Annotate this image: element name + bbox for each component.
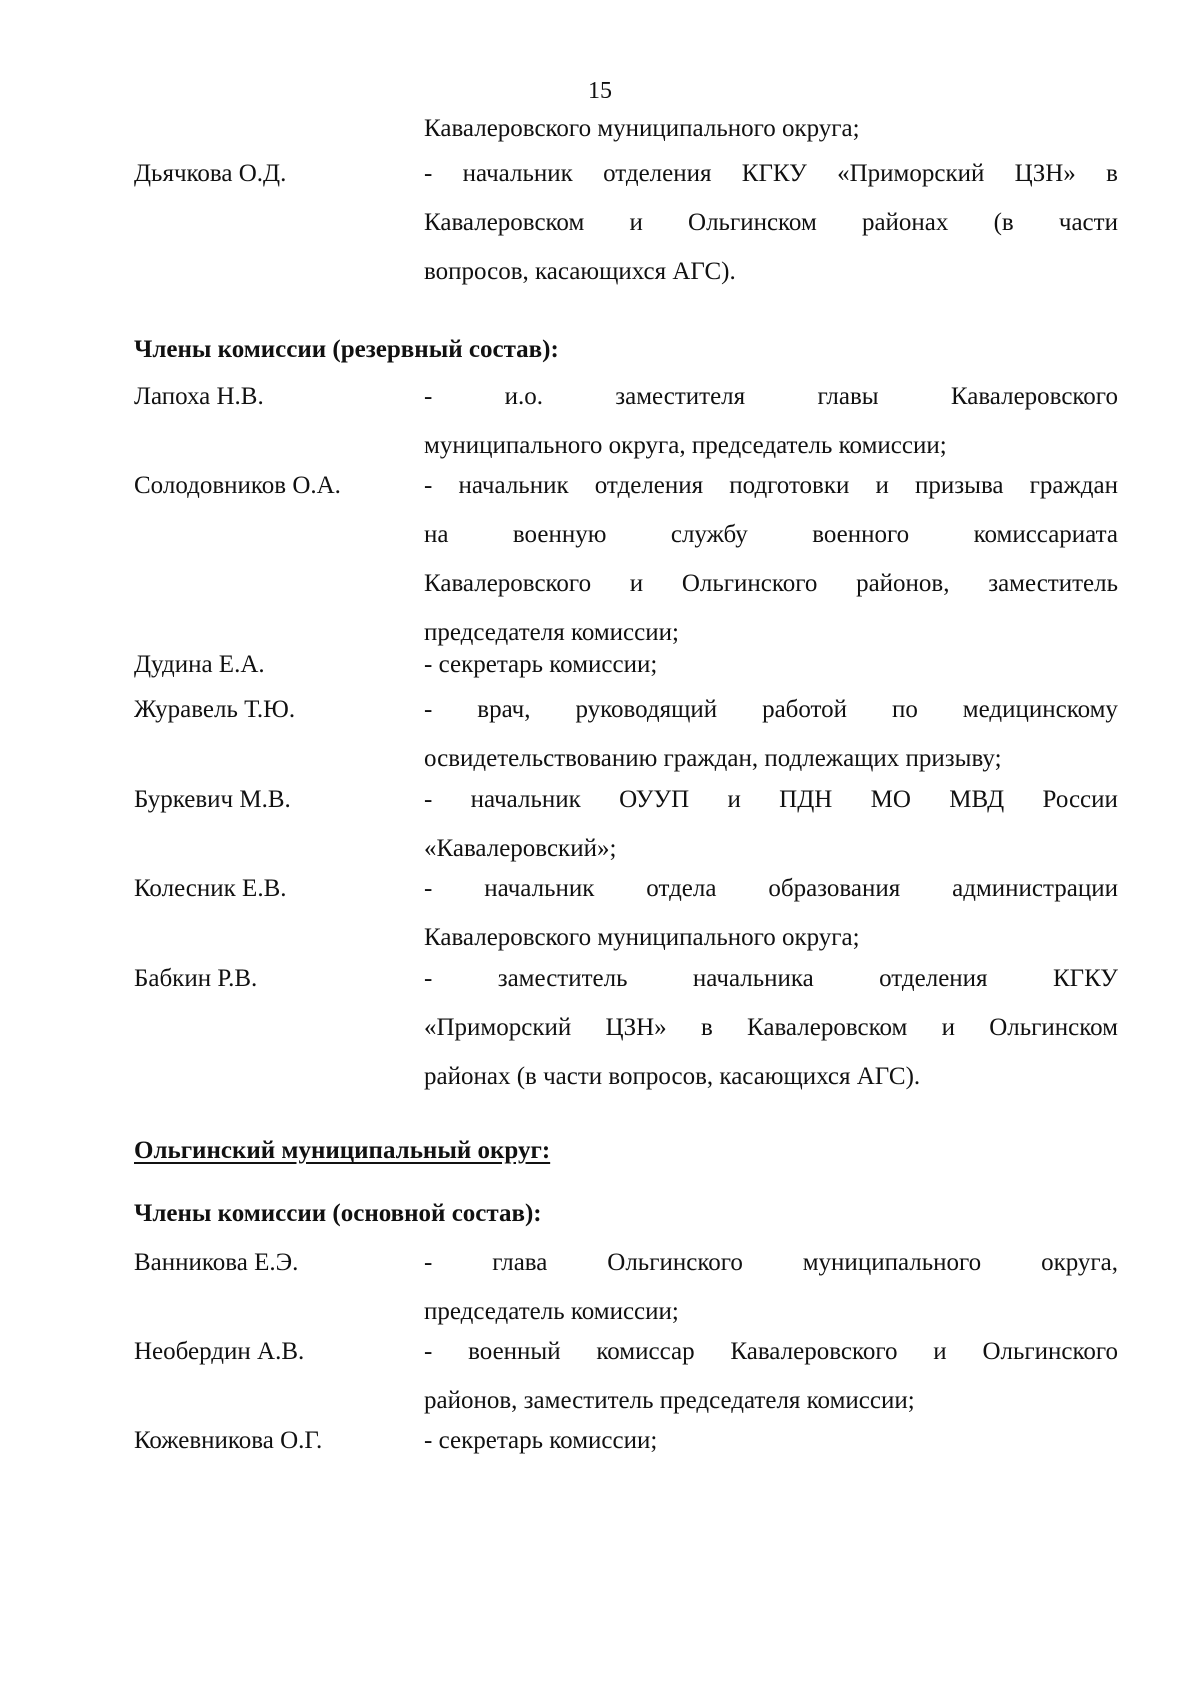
word: отделения [594, 472, 704, 499]
word: Ольгинского [607, 1249, 743, 1276]
member-name: Ванникова Е.Э. [134, 1249, 299, 1276]
member-name: Буркевич М.В. [134, 786, 291, 813]
member-name: Колесник Е.В. [134, 875, 287, 902]
entry-description [424, 640, 1118, 689]
word: округа, [1041, 1249, 1118, 1276]
word: части [1058, 209, 1118, 236]
word: и [875, 472, 889, 499]
word: заместитель [988, 570, 1118, 597]
word: в [700, 1014, 713, 1041]
word: комиссариата [973, 521, 1118, 548]
word: КГКУ [741, 160, 807, 187]
description-line [424, 1327, 1118, 1376]
member-name: Дудина Е.А. [134, 651, 265, 678]
word: отделения [603, 160, 712, 187]
word: призыва [915, 472, 1004, 499]
word: Кавалеровском [747, 1014, 908, 1041]
word: - [424, 786, 433, 813]
word: Ольгинском [688, 209, 817, 236]
entry-description [424, 1327, 1118, 1425]
word: - [424, 696, 433, 723]
description-line: «Кавалеровский»; [424, 835, 617, 862]
member-name: Бабкин Р.В. [134, 965, 258, 992]
word: Кавалеровском [424, 209, 585, 236]
description-line [424, 149, 1118, 198]
word: начальник [458, 472, 569, 499]
word: Ольгинского [681, 570, 818, 597]
word: отделения [879, 965, 988, 992]
entry-description [424, 461, 1118, 657]
word: отдела [646, 875, 717, 902]
word: Ольгинском [989, 1014, 1118, 1041]
word: КГКУ [1052, 965, 1118, 992]
word: врач, [477, 696, 531, 723]
member-name: Лапоха Н.В. [134, 383, 264, 410]
section-heading-main: Члены комиссии (основной состав): [134, 1200, 542, 1227]
member-name: Дьячкова О.Д. [134, 160, 287, 187]
description-line [424, 864, 1118, 913]
description-line: председателя комиссии; [424, 619, 679, 646]
word: «Приморский [837, 160, 985, 187]
description-line: вопросов, касающихся АГС). [424, 258, 736, 285]
word: районах [861, 209, 949, 236]
description-line [424, 1238, 1118, 1287]
word: подготовки [729, 472, 850, 499]
word: комиссар [596, 1338, 695, 1365]
description-line: районов, заместитель председателя комиссии; [424, 1387, 915, 1414]
description-line [424, 685, 1118, 734]
member-name: Кожевникова О.Г. [134, 1427, 323, 1454]
word: заместителя [615, 383, 746, 410]
member-name: Журавель Т.Ю. [134, 696, 296, 723]
district-heading: Ольгинский муниципальный округ: [134, 1137, 551, 1164]
word: ЦЗН» [1014, 160, 1076, 187]
description-line: освидетельствованию граждан, подлежащих призыву; [424, 745, 1002, 772]
word: - [424, 383, 433, 410]
word: начальника [692, 965, 814, 992]
word: военный [468, 1338, 561, 1365]
entry-description [424, 954, 1118, 1101]
page-number: 15 [588, 78, 612, 104]
description-line [424, 372, 1118, 421]
word: «Приморский [424, 1014, 572, 1041]
word: в [1106, 160, 1118, 187]
word: - [424, 1338, 433, 1365]
word: - [424, 965, 433, 992]
word: службу [670, 521, 748, 548]
word: начальник [470, 786, 581, 813]
word: по [891, 696, 918, 723]
word: начальник [462, 160, 573, 187]
word: ОУУП [619, 786, 690, 813]
word: и [629, 570, 644, 597]
description-line: председатель комиссии; [424, 1298, 679, 1325]
member-name: Необердин А.В. [134, 1338, 305, 1365]
word: администрации [952, 875, 1118, 902]
word: начальник [484, 875, 595, 902]
word: и [933, 1338, 947, 1365]
word: заместитель [497, 965, 628, 992]
entry-description [424, 775, 1118, 873]
word: главы [817, 383, 879, 410]
word: медицинскому [962, 696, 1118, 723]
word: граждан [1029, 472, 1118, 499]
word: Кавалеровского [950, 383, 1118, 410]
member-name: Солодовников О.А. [134, 472, 341, 499]
word: работой [762, 696, 848, 723]
description-line: - секретарь комиссии; [424, 651, 658, 678]
entry-description [424, 104, 1118, 153]
description-line [424, 559, 1118, 608]
word: глава [492, 1249, 548, 1276]
description-line [424, 461, 1118, 510]
description-line: - секретарь комиссии; [424, 1427, 658, 1454]
word: Ольгинского [982, 1338, 1118, 1365]
description-line: Кавалеровского муниципального округа; [424, 115, 860, 142]
word: ЦЗН» [605, 1014, 667, 1041]
description-line: муниципального округа, председатель комиссии; [424, 432, 947, 459]
word: на [424, 521, 449, 548]
word: и [941, 1014, 955, 1041]
description-line [424, 198, 1118, 247]
word: ПДН [779, 786, 833, 813]
description-line [424, 510, 1118, 559]
word: МВД [949, 786, 1005, 813]
description-line [424, 954, 1118, 1003]
word: образования [768, 875, 901, 902]
word: и [727, 786, 741, 813]
word: - [424, 472, 433, 499]
word: России [1042, 786, 1118, 813]
word: - [424, 1249, 433, 1276]
entry-description [424, 1416, 1118, 1465]
word: (в [993, 209, 1014, 236]
word: Кавалеровского [730, 1338, 898, 1365]
word: - [424, 160, 433, 187]
entry-description [424, 685, 1118, 783]
word: районов, [856, 570, 950, 597]
section-heading-reserve: Члены комиссии (резервный состав): [134, 336, 559, 363]
description-line: районах (в части вопросов, касающихся АГС). [424, 1063, 921, 1090]
word: и [629, 209, 643, 236]
word: Кавалеровского [424, 570, 592, 597]
word: муниципального [802, 1249, 982, 1276]
word: военного [812, 521, 910, 548]
entry-description [424, 372, 1118, 470]
entry-description [424, 1238, 1118, 1336]
word: и.о. [504, 383, 543, 410]
description-line: Кавалеровского муниципального округа; [424, 924, 860, 951]
word: - [424, 875, 433, 902]
description-line [424, 1003, 1118, 1052]
word: руководящий [575, 696, 718, 723]
entry-description [424, 149, 1118, 296]
description-line [424, 775, 1118, 824]
word: МО [870, 786, 911, 813]
word: военную [512, 521, 607, 548]
entry-description [424, 864, 1118, 962]
